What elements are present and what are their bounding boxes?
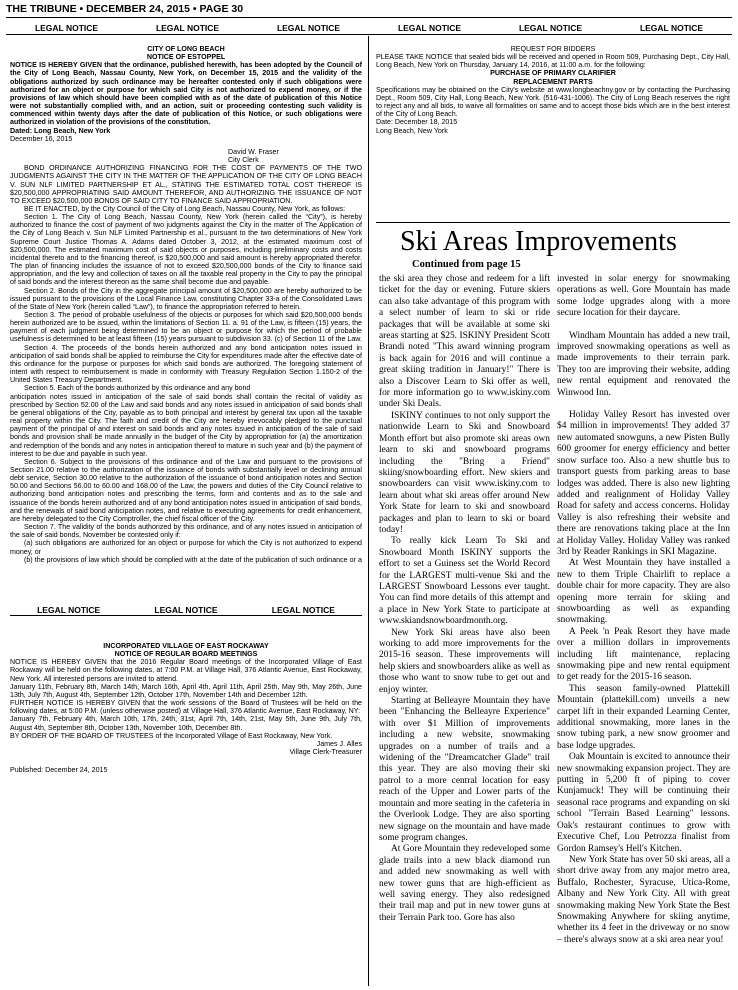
article-paragraph: At West Mountain they have installed a new to them Triple Chairlift to replace a double chair for more capacity. They are also opening more terrain for skiing and snowboarding as well as expanding snowmaking. bbox=[557, 558, 730, 626]
section-7b: (b) the provisions of law which should be complied with at the date of the publication of such ordinance or a bbox=[24, 555, 362, 564]
section-1: Section 1. The City of Long Beach, Nassau County, New York (herein called the “City”), is hereby authorized to finance the cost of payment of two judgments against the City in the matter of The Application of the City of Long Beach v. Sun NLF Limited Partnership et al., pursuant to the two determinations of New York Supreme Court Justice Thomas A. Adams dated October 3, 2012, at the estimated maximum cost of $20,500,000. The estimated maximum cost of said objects or purposes, including preliminary costs and costs incidental thereto and to the financing thereof, is $20,500,000 and said amount is hereby appropriated therefor. The plan of financing includes the issuance of not to exceed $20,500,000 bonds of the City to finance said appropriation, and the levy and collection of taxes on all the taxable real property in the City to pay the principal of said bonds and the interest thereon as the same shall become due and payable. bbox=[10, 213, 362, 287]
bids-item-1: PURCHASE OF PRIMARY CLARIFIER bbox=[490, 69, 616, 78]
article-paragraph: New York State has over 50 ski areas, all a short drive away from any major metro area, Buffalo, Rochester, Syracuse, Utica-Rome, Albany and New York City. All with great snowmaking making New York State the Best Snowmaking Anywhere for skiing anytime, whether its 4 feet in the driveway or no snow – there's always snow at a ski area near you! bbox=[557, 854, 730, 945]
notice-subtitle: NOTICE OF ESTOPPEL bbox=[146, 53, 226, 62]
estoppel-notice bbox=[10, 45, 362, 565]
bids-date: Date: December 18, 2015 bbox=[376, 118, 458, 127]
bids-para-2: Specifications may be obtained on the City's website at www.longbeachny.gov or by contacting the Purchasing Dept., Room 509, City Hall, Long Beach, New York. (516-431-1006). The City of Long Beach reserves the right to reject any and all bids, to waive all formalities on same and to accept those bids which are in the best interest of the City of Long Beach. bbox=[376, 85, 730, 119]
rockaway-session-dates: January 7th, February 4th, March 10th, 17th, 24th, 31st, April 7th, 14th, 21st, May 5th, June 9th, July 7th, August 4th, September 8th, October 13th, November 10th, December 8th. bbox=[10, 715, 362, 732]
page-header bbox=[6, 2, 732, 18]
notice-title: INCORPORATED VILLAGE OF EAST ROCKAWAY bbox=[103, 642, 269, 650]
legal-notice-label: LEGAL NOTICE bbox=[397, 23, 462, 33]
section-6: Section 6. Subject to the provisions of this ordinance and of the Law and pursuant to the provisions of Section 21.00 relative to the authorization of the issuance of bonds with substantially level or declining annual debt service, Section 30.00 relative to the authorization of the issuance of bond anticipation notes and Section 50.00 and Sections 56.00 to 60.00 and 168.00 of the Law, the powers and duties of the City Council relative to authorizing bond anticipation notes and prescribing the terms, form and contents and as to the sale and issuance of the bonds herein authorized and of any bond anticipation notes issued in anticipation of said bonds, and the renewals of said bond anticipation notes, and relative to executing agreements for credit enhancement, are hereby delegated to the City Comptroller, the chief fiscal officer of the City. bbox=[10, 457, 362, 523]
article-paragraph: ISKINY continues to not only support the nationwide Learn to Ski and Snowboard Month effort but also promote ski areas own learn to ski and snowboard programs including the "Bring a Friend" skiing/snowboarding effort. New skiers and snowboarders can visit www.iskiny.com to learn about what ski areas offer around New York State for learn to ski and snowboard packages and plan to learn to ski or board today! bbox=[379, 410, 550, 535]
section-2: Section 2. Bonds of the City in the aggregate principal amount of $20,500,000 are hereby authorized to be issued pursuant to the provisions of the Local Finance Law, constituting Chapter 33-a of the Consolidated Laws of the State of New York (herein called “Law”), to finance the appropriation referred to herein. bbox=[10, 286, 362, 311]
legal-notice-bar-top bbox=[6, 22, 732, 35]
column-divider bbox=[368, 36, 369, 986]
legal-notice-label: LEGAL NOTICE bbox=[639, 23, 704, 33]
section-7a: (a) such obligations are authorized for an object or purpose for which the City is not authorized to expend money, or bbox=[10, 539, 362, 556]
notice-subtitle: NOTICE OF REGULAR BOARD MEETINGS bbox=[114, 650, 258, 659]
legal-notice-label: LEGAL NOTICE bbox=[518, 23, 583, 33]
rockaway-order: BY ORDER OF THE BOARD OF TRUSTEES of the Incorporated Village of East Rockaway, New York. bbox=[10, 731, 333, 740]
section-5-body: anticipation notes issued in anticipation of the sale of said bonds shall contain the recital of validity as prescribed by Section 52.00 of the Law and said bonds and any notes issued in anticipation of said bonds shall be general obligations of the City, payable as to both principal and interest by general tax upon all the taxable real property within the City. The faith and credit of the City are hereby irrevocably pledged to the punctual payment of the principal of and interest on said bonds and any notes issued in anticipation of the sale of said bonds and provision shall be made annually in the budget of the City by appropriation for (a) the amortization and redemption of the bonds and any notes in anticipation thereof to mature in such year and (b) the payment of interest to be due and payable in such year. bbox=[10, 392, 362, 458]
rockaway-notice bbox=[10, 622, 362, 932]
article-column-1 bbox=[379, 274, 550, 986]
article-top-rule bbox=[376, 222, 730, 223]
signer-title: Village Clerk-Treasurer bbox=[289, 748, 362, 757]
ordinance-title: BOND ORDINANCE AUTHORIZING FINANCING FOR THE COST OF PAYMENTS OF THE TWO JUDGMENTS AGAINST THE CITY IN THE MATTER OF THE APPLICATION OF THE CITY OF LONG BEACH V. SUN NLF LIMITED PARTNERSHIP ET AL., STATING THE ESTIMATED TOTAL COST THEREOF IS $20,500,000 APPROPRIATING SAID AMOUNT THEREFOR, AND AUTHORIZING THE ISSUANCE OF NOT TO EXCEED $20,500,000 BONDS OF SAID CITY TO FINANCE SAID APPROPRIATION. bbox=[10, 164, 362, 205]
rockaway-para-3: FURTHER NOTICE IS HEREBY GIVEN that the work sessions of the Board of Trustees will be held on the following dates, at 5:00 P.M. (unless otherwise posted) at Village Hall, 376 Atlantic Avenue, East Rockaway, NY: bbox=[10, 699, 362, 716]
article-paragraph: Oak Mountain is excited to announce their new snowmaking expansion project. They are putting in 5,200 ft of piping to cover Kunjamuck! They will be continuing their seasonal race programs and expanding on ski school "Terrain Based Learning" lessons. Oak's restaurant continues to grow with Executive Chef, Lou Petrozza finalist from Gordon Ramsey's Hell's Kitchen. bbox=[557, 752, 730, 854]
signer-name: David W. Fraser bbox=[228, 147, 279, 156]
article-paragraph: At Gore Mountain they redeveloped some glade trails into a new black diamond run and added new snowmaking as well with new tower guns that are high-efficient as well saving energy. They also redesigned their trail map and put in new tower guns at their Terrain Park too. Gore has also bbox=[379, 844, 550, 923]
legal-notice-label: LEGAL NOTICE bbox=[34, 23, 99, 33]
notice-intro: NOTICE IS HEREBY GIVEN that the ordinance, published herewith, has been adopted by the Council of the City of Long Beach, Nassau County, New York, on December 15, 2015 and the validity of the obligations authorized by such ordinance may be hereafter contested only if such obligations were authorized for an object or purpose for which said City is not authorized to expend money, or if the provisions of law which should have been complied with as of the date of publication of this Notice were not substantially complied with, and an action, suit or proceeding contesting such validity is commenced within twenty days after the date of publication of this Notice, or such obligations were authorized in violation of the provisions of the constitution. bbox=[10, 61, 362, 127]
rockaway-para-1: NOTICE IS HEREBY GIVEN that the 2016 Regular Board meetings of the Incorporated Village of East Rockaway will be held on the following dates, at 7:00 P.M. at Village Hall, 376 Atlantic Avenue, East Rockaway, New York. All interested persons are invited to attend. bbox=[10, 658, 362, 683]
legal-notice-label: LEGAL NOTICE bbox=[276, 23, 341, 33]
notice-date: December 16, 2015 bbox=[10, 134, 73, 143]
article-paragraph: A Peek 'n Peak Resort they have made over a million dollars in improvements including lift maintenance, replacing snowmaking pipe and new rental equipment to get ready for the 2015-16 season. bbox=[557, 626, 730, 683]
legal-notice-label: LEGAL NOTICE bbox=[154, 604, 218, 615]
bids-notice bbox=[376, 45, 730, 185]
bids-item-2: REPLACEMENT PARTS bbox=[513, 77, 593, 86]
article-paragraph: Holiday Valley Resort has invested over $4 million in improvements! They added 37 new automated snowguns, a new Pisten Bully 600 groomer for energy efficiency and better snow surface too. Also a new shuttle bus to transport guests from parking areas to base lodges was added. There is also new lighting added and realignment of Holiday Valley Road for safety and access concerns. Holiday Valley is also refreshing their website and there are renovations taking place at the Inn at Holiday Valley. Holiday Valley was ranked 3rd by Reader Rankings in SKI Magazine. bbox=[557, 410, 730, 557]
section-3: Section 3. The period of probable usefulness of the objects or purposes for which said $20,500,000 bonds herein authorized are to be issued, within the limitations of Section 11. a. 91 of the Law, is fifteen (15) years, the payment of each judgment being determined to be an object or purpose for which the period of probable usefulness is determined to be at least fifteen (15) years pursuant to subdivision 33. (c) of Section 11 of the Law. bbox=[10, 311, 362, 344]
continued-note: Continued from page 15 bbox=[412, 259, 521, 270]
article-headline: Ski Areas Improvements bbox=[400, 226, 677, 257]
signer-title: City Clerk bbox=[228, 156, 259, 165]
article-paragraph: Windham Mountain has added a new trail, improved snowmaking operations as well as made improvements to their terrain park. They too are improving their website, adding new rental equipment and renovated the Winwood Inn. bbox=[557, 330, 730, 398]
section-7: Section 7. The validity of the bonds authorized by this ordinance, and of any notes issued in anticipation of the sale of said bonds, November be contested only if: bbox=[10, 523, 362, 540]
legal-notice-label: LEGAL NOTICE bbox=[155, 23, 220, 33]
legal-notice-bar-lower bbox=[10, 604, 362, 616]
bids-para-1: PLEASE TAKE NOTICE that sealed bids will be received and opened in Room 509, Purchasing Dept., City Hall, Long Beach, New York on Thursday, January 14, 2016, at 11:00 a.m. for the following: bbox=[376, 53, 730, 70]
notice-title: REQUEST FOR BIDDERS bbox=[510, 45, 596, 53]
rockaway-meeting-dates: January 11th, February 8th, March 14th, March 16th, April 4th, April 11th, April 25th, May 9th, May 26th, June 13th, July 7th, August 4th, September 12th, October 17th, November 14th and December 12th. bbox=[10, 682, 362, 699]
legal-notice-label: LEGAL NOTICE bbox=[271, 604, 335, 615]
article-column-2 bbox=[557, 274, 730, 986]
article-paragraph: Starting at Belleayre Mountain they have been "Enhancing the Belleayre Experience" with over $1 Million of improvements including a new website, snowmaking upgrades on a number of trails and a widening of the "Dreamcatcher Glade" trail this year. They are also moving their ski patrol to a more central location for easy reach of the Upper and Lower parts of the mountain and more seating in the cafeteria in the Overlook Lodge. They are also sporting new signage on the mountain and have made some program changes. bbox=[379, 696, 550, 843]
article-paragraph: New York Ski areas have also been working to add more improvements for the 2015-16 season. These improvements will help skiers and snowboarders alike as well as those who want to snow tube to get out and enjoy winter. bbox=[379, 627, 550, 695]
page-header-text: THE TRIBUNE • DECEMBER 24, 2015 • PAGE 30 bbox=[6, 3, 244, 15]
notice-dated: Dated: Long Beach, New York bbox=[10, 126, 111, 135]
article-paragraph: This season family-owned Plattekill Mountain (plattekill.com) unveils a new carpet lift in their expanded Learning Center, additional snowmaking, more lanes in the snow tubing park, a new snow groomer and base lodge upgrades. bbox=[557, 683, 730, 751]
signer-name: James J. Alles bbox=[316, 739, 362, 748]
published-date: Published: December 24, 2015 bbox=[10, 766, 108, 775]
notice-title: CITY OF LONG BEACH bbox=[147, 45, 225, 53]
bids-place: Long Beach, New York bbox=[376, 126, 448, 135]
enacted-clause: BE IT ENACTED, by the City Council of the City of Long Beach, Nassau County, New York, as follows: bbox=[24, 204, 346, 213]
section-4: Section 4. The proceeds of the bonds herein authorized and any bond anticipation notes issued in anticipation of said bonds shall be applied to reimburse the City for expenditures made after the effective date of this ordinance for the purpose or purposes for which said bonds are authorized. The foregoing statement of intent with respect to reimbursement is made in conformity with Treasury Regulation Section 1.150-2 of the United States Treasury Department. bbox=[10, 343, 362, 385]
article-paragraph: invested in solar energy for snowmaking operations as well. Gore Mountain has made some lodge upgrades along with a more secure location for their daycare. bbox=[557, 274, 730, 319]
article-paragraph: the ski area they chose and redeem for a lift ticket for the day or evening. Future skiers can also take advantage of this program with a select number of learn to ski or ride packages that will be available at some ski areas starting at $25. ISKINY President Scott Brandi noted "This award winning program is back again for 2016 and will continue a great skiing tradition in January!" There is also a Discover Learn to Ski offer as well, for more information go to www.iskiny.com under Ski Deals. bbox=[379, 274, 550, 410]
section-5-start: Section 5. Each of the bonds authorized by this ordinance and any bond bbox=[24, 384, 251, 393]
article-paragraph: To really kick Learn To Ski and Snowboard Month ISKINY supports the effort to set a Guiness set the World Record for the LARGEST multi-venue Ski and the LARGEST Snowboard Lessons ever taught. You can find more details of this attempt and a place in New York State to participate at www.skiandsnowboardmonth.org. bbox=[379, 536, 550, 627]
legal-notice-label: LEGAL NOTICE bbox=[37, 604, 101, 615]
